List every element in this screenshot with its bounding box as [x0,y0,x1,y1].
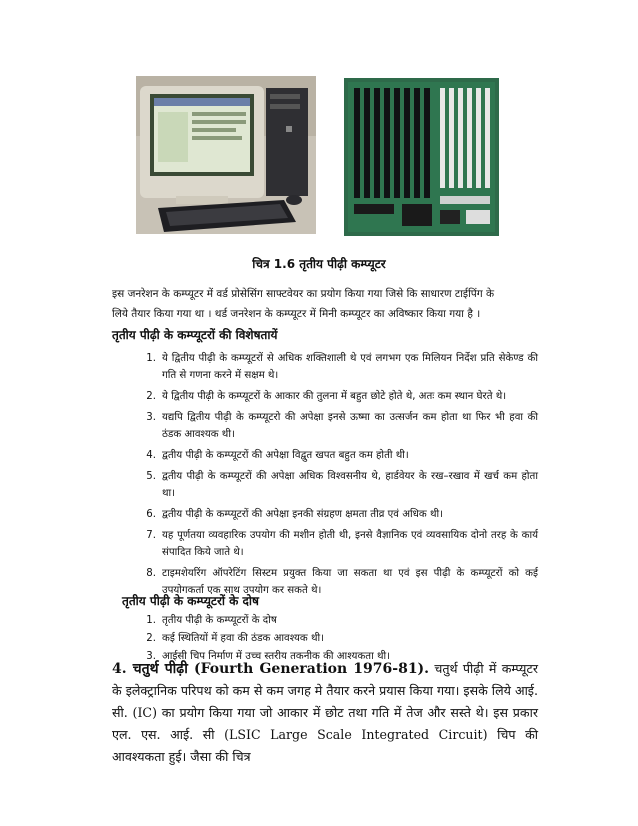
figure-right-photo [344,78,499,236]
fourth-generation-text: चतुर्थ पीढ़ी में कम्प्यूटर के इलेक्ट्रानिक परिपथ को कम से कम जगह मे तैयार करने प्रयास किया गया। इसके लिये आई. सी. (IC) का प्रयोग किया गया जो आकार में छोट तथा गति में तेज और सस्ते थे। इस प्रकार एल. एस. आई. सी (LSIC Large Scale Integrated Circuit) चिप की आवश्यकता हुई। जैसा की चित्र [112,661,538,764]
features-list [126,350,538,603]
list-item: 3. आईसी चिप निर्माण में उच्च स्तरीय तकनीक की आश्यकता थी। [146,651,390,662]
list-item: 3. यद्यपि द्वितीय पीढ़ी के कम्प्यूटरो की अपेक्षा इनसे ऊष्मा का उत्सर्जन कम होता था फिर भी हवा की ठंडक आवश्यक थी। [146,412,538,440]
figure-left-photo [136,76,316,234]
list-item: 5. द्वतीय पीढ़ी के कम्प्यूटरों की अपेक्षा अधिक विश्वसनीय थे, हार्डवेयर के रख–रखाव में खर्च कम होता था। [146,471,538,499]
intro-line: इस जनरेशन के कम्प्यूटर में वर्ड प्रोसेसिंग साफ्टवेयर का प्रयोग किया गया जिसे कि साधारण टाईपिंग के [112,288,495,300]
list-item: 2. कई स्थितियों में हवा की ठंडक आवश्यक थी। [146,633,325,644]
defects-heading: तृतीय पीढ़ी के कम्प्यूटरों के दोष [122,594,259,608]
list-item: 2. ये द्वितीय पीढ़ी के कम्प्यूटरों के आकार की तुलना में बहुत छोटे होते थे, अतः कम स्थान घेरते थे। [146,391,507,402]
intro-paragraph [112,284,537,324]
list-item: 1. ये द्वितीय पीढ़ी के कम्प्यूटरों से अधिक शक्तिशाली थे एवं लगभग एक मिलियन निर्देश प्रति सेकेण्ड की गति से गणना करने में सक्षम थे। [146,353,538,381]
features-heading: तृतीय पीढ़ी के कम्प्यूटरों की विशेषतायें [112,328,278,342]
motherboard-illustration [344,78,499,236]
list-item: 6. द्वतीय पीढ़ी के कम्प्यूटरों की अपेक्षा इनकी संग्रहण क्षमता तीव्र एवं अधिक थी। [146,509,443,520]
figure-caption: चित्र 1.6 तृतीय पीढ़ी कम्प्यूटर [252,257,386,271]
fourth-generation-paragraph [112,658,538,768]
list-item: 8. टाइमशेयरिंग ऑपरेटिंग सिस्टम प्रयुक्त किया जा सकता था एवं इस पीढ़ी के कम्प्यूटरों को कई उपयोगकर्ता एक साथ उपयोग कर सकते थे। [146,568,538,596]
list-item: 7. यह पूर्णतया व्यवहारिक उपयोग की मशीन होती थी, इनसे वैज्ञानिक एवं व्यवसायिक दोनो तरह के कार्य संपादित किये जाते थे। [146,530,538,558]
intro-line: लिये तैयार किया गया था । थर्ड जनरेशन के कम्प्यूटर में मिनी कम्प्यूटर का अविष्कार किया गया है । [112,308,481,320]
list-item: 4. द्वतीय पीढ़ी के कम्प्यूटरों की अपेक्षा विद्वुत खपत बहुत कम होती थी। [146,450,409,461]
third-generation-computer-illustration [136,76,316,234]
list-item: 1. तृतीय पीढ़ी के कम्प्यूटरों के दोष [146,615,277,626]
fourth-generation-heading: 4. चतुर्थ पीढ़ी (Fourth Generation 1976-81). [112,661,430,677]
